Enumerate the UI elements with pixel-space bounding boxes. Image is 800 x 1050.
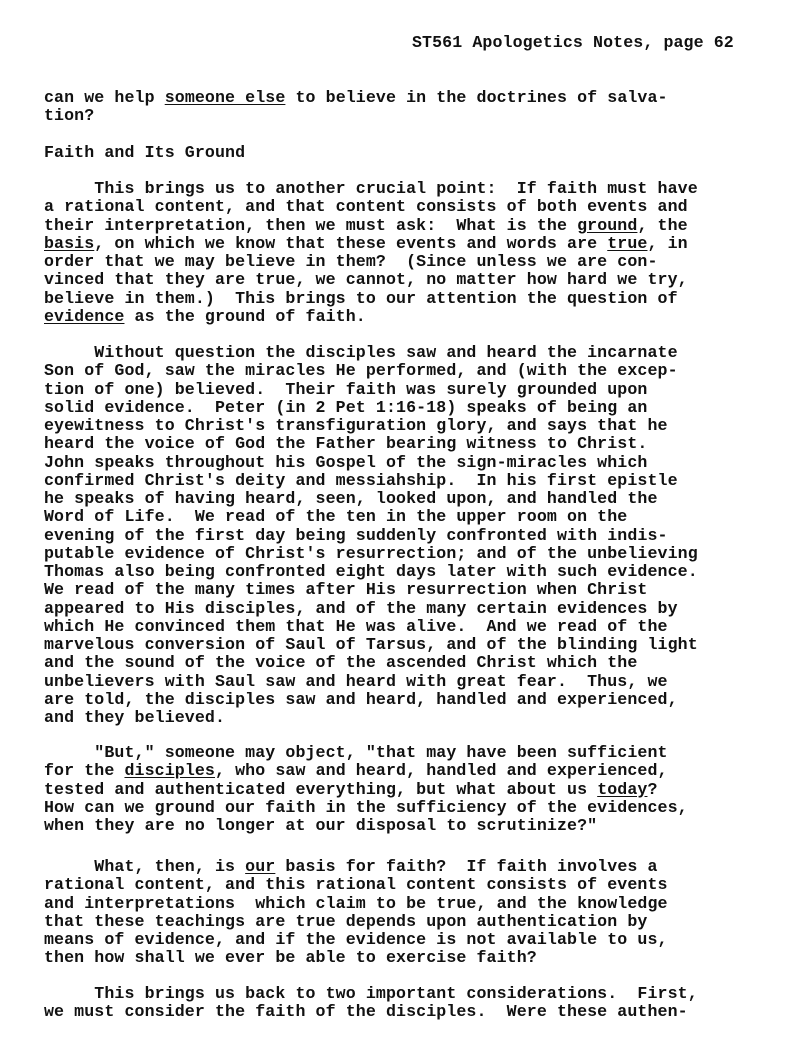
text-run: believe in them.) This brings to our attention the question of: [44, 288, 678, 308]
underlined-term: someone else: [164, 88, 286, 107]
text-run: , the: [637, 215, 688, 235]
text-run: Son of God, saw the miracles He performed, and (with the excep-: [44, 361, 678, 381]
text-line: [44, 912, 647, 931]
text-line: [44, 307, 366, 326]
text-run: Without question the disciples saw and heard the incarnate: [44, 343, 678, 362]
text-line: [44, 672, 668, 691]
text-run: , on which we know that these events and words are: [94, 233, 608, 253]
text-run: basis for faith? If faith involves a: [275, 857, 658, 876]
text-line: [44, 252, 658, 271]
text-run: We read of the many times after His resurrection when Christ: [44, 580, 648, 600]
text-run: and they believed.: [44, 708, 226, 727]
text-run: unbelievers with Saul saw and heard with great fear. Thus, we: [44, 671, 668, 691]
text-run: rational content, and this rational content consists of events: [44, 875, 668, 895]
text-run: , in: [647, 233, 688, 253]
text-line: [44, 857, 658, 876]
text-run: ?: [647, 779, 658, 799]
text-run: appeared to His disciples, and of the many certain evidences by: [44, 598, 678, 618]
text-run: for the: [44, 761, 125, 781]
text-line: [44, 380, 647, 399]
text-run: and interpretations which claim to be true, and the knowledge: [44, 893, 668, 913]
text-run: Word of Life. We read of the ten in the upper room on the: [44, 507, 628, 527]
text-line: [44, 507, 627, 526]
text-run: we must consider the faith of the disciples. Were these authen-: [44, 1002, 688, 1022]
text-line: [44, 289, 678, 308]
text-run: vinced that they are true, we cannot, no matter how hard we try,: [44, 270, 688, 290]
text-line: [44, 270, 688, 289]
text-run: to believe in the doctrines of salva-: [285, 88, 668, 107]
text-run: and the sound of the voice of the ascended Christ which the: [44, 653, 638, 673]
text-line: [44, 743, 668, 762]
text-line: [44, 526, 668, 545]
text-run: tested and authenticated everything, but what about us: [44, 779, 598, 799]
text-run: This brings us to another crucial point: If faith must have: [44, 179, 698, 198]
text-line: [44, 471, 678, 490]
text-line: [44, 617, 668, 636]
text-run: which He convinced them that He was alive. And we read of the: [44, 616, 668, 636]
text-line: [44, 894, 668, 913]
text-run: when they are no longer at our disposal to scrutinize?": [44, 816, 598, 835]
section-heading: [44, 143, 245, 162]
text-line: [44, 690, 678, 709]
text-run: , who saw and heard, handled and experienced,: [215, 761, 668, 781]
text-line: [44, 780, 658, 799]
text-run: How can we ground our faith in the sufficiency of the evidences,: [44, 797, 688, 817]
text-run: as the ground of faith.: [124, 306, 366, 326]
underlined-term: basis: [44, 233, 95, 253]
text-line: [44, 599, 678, 618]
text-line: [44, 635, 698, 654]
text-run: John speaks throughout his Gospel of the sign-miracles which: [44, 452, 648, 472]
text-run: evening of the first day being suddenly confronted with indis-: [44, 525, 668, 545]
text-line: [44, 930, 668, 949]
text-run: "But," someone may object, "that may have been sufficient: [44, 743, 668, 762]
text-run: he speaks of having heard, seen, looked upon, and handled the: [44, 489, 658, 508]
text-line: [44, 106, 94, 125]
underlined-term: ground: [577, 215, 638, 235]
text-run: means of evidence, and if the evidence is not available to us,: [44, 930, 668, 949]
text-line: [44, 453, 647, 472]
text-run: their interpretation, then we must ask: What is the: [44, 215, 578, 235]
text-line: [44, 816, 597, 835]
text-line: [44, 761, 668, 780]
text-line: [44, 88, 668, 107]
text-line: [44, 489, 658, 508]
text-run: marvelous conversion of Saul of Tarsus, and of the blinding light: [44, 635, 698, 654]
underlined-term: true: [607, 233, 648, 253]
text-line: [44, 544, 698, 563]
text-line: [44, 416, 668, 435]
text-line: [44, 798, 688, 817]
text-run: a rational content, and that content consists of both events and: [44, 197, 688, 217]
text-run: Faith and Its Ground: [44, 143, 246, 162]
text-line: [44, 708, 225, 727]
text-run: Thomas also being confronted eight days later with such evidence.: [44, 562, 698, 581]
text-run: can we help: [44, 88, 165, 107]
text-run: tion of one) believed. Their faith was surely grounded upon: [44, 379, 648, 399]
text-run: tion?: [44, 106, 95, 126]
page-header: ST561 Apologetics Notes, page 62: [412, 33, 734, 52]
text-line: [44, 562, 698, 581]
text-line: [44, 234, 688, 253]
text-line: [44, 580, 647, 599]
text-line: [44, 361, 678, 380]
text-run: are told, the disciples saw and heard, handled and experienced,: [44, 689, 678, 709]
text-line: [44, 875, 668, 894]
text-line: [44, 216, 688, 235]
text-line: [44, 434, 647, 453]
underlined-term: evidence: [44, 306, 125, 326]
text-run: order that we may believe in them? (Since unless we are con-: [44, 252, 658, 271]
text-line: [44, 398, 647, 417]
text-line: [44, 197, 688, 216]
underlined-term: today: [597, 779, 648, 799]
text-line: [44, 948, 537, 967]
text-line: [44, 343, 678, 362]
text-line: [44, 179, 698, 198]
text-run: What, then, is: [44, 857, 246, 876]
text-run: putable evidence of Christ's resurrection; and of the unbelieving: [44, 543, 698, 563]
underlined-term: disciples: [124, 761, 215, 781]
text-run: This brings us back to two important considerations. First,: [44, 984, 698, 1003]
text-run: that these teachings are true depends upon authentication by: [44, 911, 648, 931]
underlined-term: our: [245, 857, 276, 876]
text-run: eyewitness to Christ's transfiguration glory, and says that he: [44, 416, 668, 435]
text-line: [44, 1002, 688, 1021]
text-run: heard the voice of God the Father bearing witness to Christ.: [44, 434, 648, 454]
text-run: then how shall we ever be able to exercise faith?: [44, 948, 537, 968]
text-run: solid evidence. Peter (in 2 Pet 1:16-18) speaks of being an: [44, 397, 648, 417]
text-line: [44, 984, 698, 1003]
text-line: [44, 653, 637, 672]
text-run: confirmed Christ's deity and messiahship. In his first epistle: [44, 470, 678, 490]
